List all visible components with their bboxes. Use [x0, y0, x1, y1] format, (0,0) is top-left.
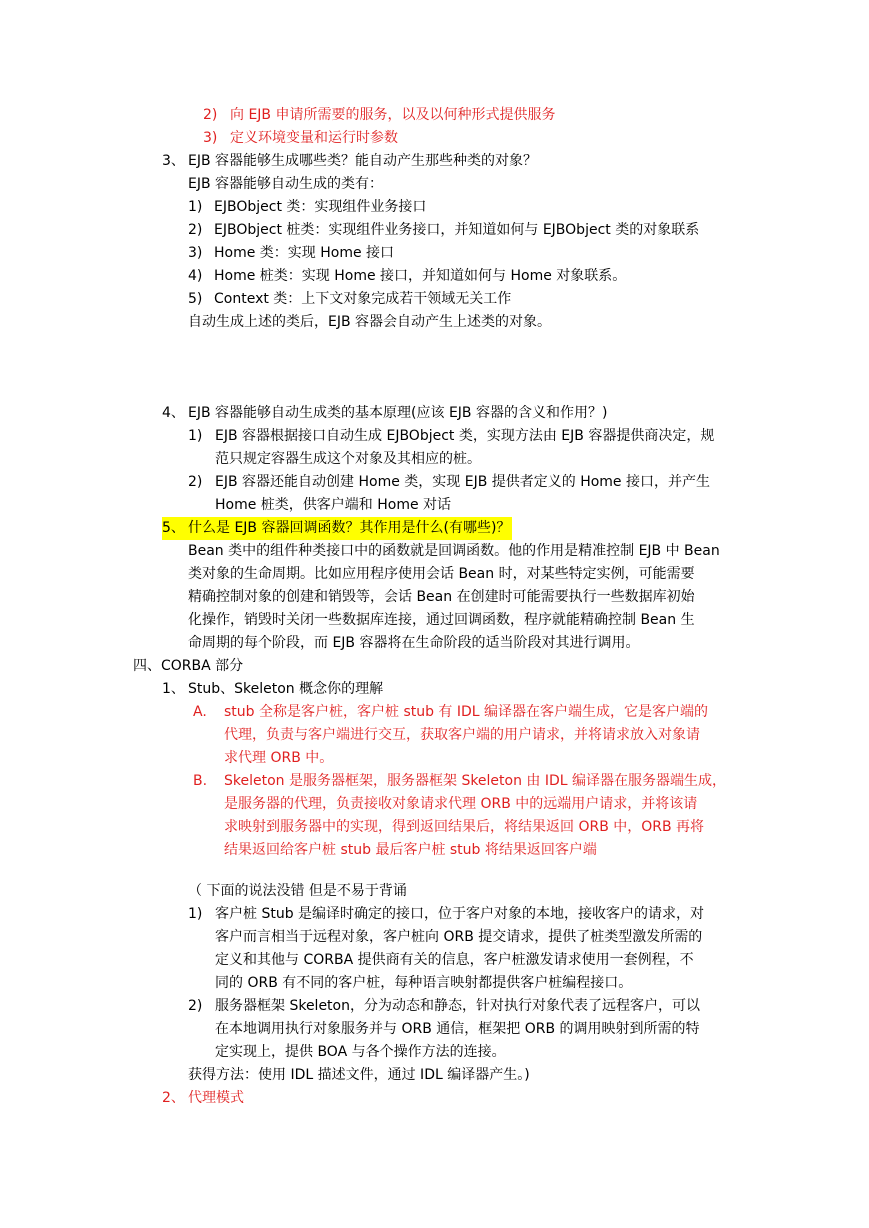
item-text: Skeleton 是服务器框架，服务器框架 Skeleton 由 IDL 编译器在服务器端生成，: [224, 773, 727, 789]
note-item-2-cont: 定实现上，提供 BOA 与各个操作方法的连接。: [215, 1044, 506, 1060]
q-number: 1、: [162, 681, 185, 697]
q-number: 2、: [162, 1090, 185, 1106]
q4-item-1: [188, 425, 714, 448]
answer-a: [193, 701, 708, 724]
item-text: 定义环境变量和运行时参数: [230, 130, 398, 146]
q-title: Stub、Skeleton 概念你的理解: [188, 681, 384, 697]
q5-answer-line: 类对象的生命周期。比如应用程序使用会话 Bean 时，对某些特定实例，可能需要: [188, 566, 695, 582]
item-number: 2): [188, 474, 203, 490]
item-number: 2): [203, 107, 218, 123]
q4-heading: [162, 402, 607, 425]
q4-item-1-cont: 范只规定容器生成这个对象及其相应的桩。: [215, 451, 481, 467]
answer-b-cont: 求映射到服务器中的实现，得到返回结果后，将结果返回 ORB 中，ORB 再将: [224, 819, 705, 835]
item-letter: A.: [193, 704, 207, 720]
item-text: stub 全称是客户桩，客户桩 stub 有 IDL 编译器在客户端生成，它是客户端的: [224, 704, 709, 720]
item-number: 1): [188, 428, 203, 444]
q5-answer-line: 化操作，销毁时关闭一些数据库连接，通过回调函数，程序就能精确控制 Bean 生: [188, 612, 695, 628]
item-text: Home 桩类：实现 Home 接口，并知道如何与 Home 对象联系。: [214, 268, 627, 284]
q3-number: 3、: [162, 153, 185, 169]
q3-item: [188, 242, 394, 265]
item-number: 1): [188, 199, 203, 215]
q3-item: [188, 196, 426, 219]
item-letter: B.: [193, 773, 208, 789]
q3-heading: [162, 150, 537, 173]
ejb-prev-item-2: [203, 104, 555, 127]
item-text: Context 类：上下文对象完成若干领域无关工作: [214, 291, 512, 307]
item-text: 服务器框架 Skeleton，分为动态和静态，针对执行对象代表了远程客户，可以: [215, 998, 700, 1014]
answer-b: [193, 770, 726, 793]
note-item-1-cont: 定义和其他与 CORBA 提供商有关的信息，客户桩激发请求使用一套例程，不: [215, 952, 694, 968]
q3-outro: 自动生成上述的类后，EJB 容器会自动产生上述类的对象。: [188, 314, 552, 330]
item-text: 向 EJB 申请所需要的服务，以及以何种形式提供服务: [230, 107, 556, 123]
corba-q2-heading: [162, 1087, 244, 1110]
section-corba-heading: 四、CORBA 部分: [133, 658, 244, 674]
q3-item: [188, 219, 699, 242]
q5-answer-line: Bean 类中的组件种类接口中的函数就是回调函数。他的作用是精准控制 EJB 中 Bean: [188, 543, 720, 559]
item-number: 1): [188, 906, 203, 922]
method-line: 获得方法：使用 IDL 描述文件，通过 IDL 编译器产生。): [188, 1067, 530, 1083]
item-number: 3): [188, 245, 203, 261]
item-number: 2): [188, 998, 203, 1014]
q5-heading-highlight: [162, 517, 512, 540]
item-text: EJB 容器还能自动创建 Home 类，实现 EJB 提供者定义的 Home 接口，并产生: [215, 474, 710, 490]
note-item-1-cont: 同的 ORB 有不同的客户桩，每种语言映射都提供客户桩编程接口。: [215, 975, 633, 991]
q5-answer-line: 精确控制对象的创建和销毁等，会话 Bean 在创建时可能需要执行一些数据库初始: [188, 589, 695, 605]
answer-b-cont: 是服务器的代理，负责接收对象请求代理 ORB 中的远端用户请求，并将该请: [224, 796, 698, 812]
q3-item: [188, 288, 511, 311]
q4-number: 4、: [162, 405, 185, 421]
item-text: EJB 容器根据接口自动生成 EJBObject 类，实现方法由 EJB 容器提供商决定，规: [215, 428, 715, 444]
answer-a-cont: 求代理 ORB 中。: [224, 750, 334, 766]
q5-answer-line: 命周期的每个阶段，而 EJB 容器将在生命阶段的适当阶段对其进行调用。: [188, 635, 640, 651]
item-text: Home 类：实现 Home 接口: [214, 245, 395, 261]
corba-q1-heading: [162, 678, 383, 701]
q5-number: 5、: [162, 520, 185, 536]
item-text: EJBObject 类：实现组件业务接口: [214, 199, 427, 215]
answer-a-cont: 代理，负责与客户端进行交互，获取客户端的用户请求，并将请求放入对象请: [224, 727, 700, 743]
q4-item-2-cont: Home 桩类，供客户端和 Home 对话: [215, 497, 452, 513]
q4-title: EJB 容器能够自动生成类的基本原理(应该 EJB 容器的含义和作用？): [188, 405, 608, 421]
q4-item-2: [188, 471, 710, 494]
item-number: 2): [188, 222, 203, 238]
item-text: 客户桩 Stub 是编译时确定的接口，位于客户对象的本地，接收客户的请求，对: [215, 906, 705, 922]
item-number: 3): [203, 130, 218, 146]
note-item-2-cont: 在本地调用执行对象服务并与 ORB 通信，框架把 ORB 的调用映射到所需的特: [215, 1021, 700, 1037]
note-item-1: [188, 903, 704, 926]
q3-item: [188, 265, 626, 288]
ejb-prev-item-3: [203, 127, 398, 150]
item-number: 5): [188, 291, 203, 307]
q-title: 代理模式: [188, 1090, 244, 1106]
note-item-1-cont: 客户而言相当于远程对象，客户桩向 ORB 提交请求，提供了桩类型激发所需的: [215, 929, 703, 945]
note-item-2: [188, 995, 700, 1018]
item-number: 4): [188, 268, 203, 284]
answer-b-cont: 结果返回给客户桩 stub 最后客户桩 stub 将结果返回客户端: [224, 842, 597, 858]
q3-intro: EJB 容器能够自动生成的类有：: [188, 176, 384, 192]
q3-title: EJB 容器能够生成哪些类？能自动产生那些种类的对象？: [188, 153, 538, 169]
item-text: EJBObject 桩类：实现组件业务接口，并知道如何与 EJBObject 类的对象联系: [214, 222, 700, 238]
q5-title: 什么是 EJB 容器回调函数？其作用是什么(有哪些)？: [188, 520, 511, 536]
note-line: （ 下面的说法没错 但是不易于背诵: [188, 883, 407, 899]
